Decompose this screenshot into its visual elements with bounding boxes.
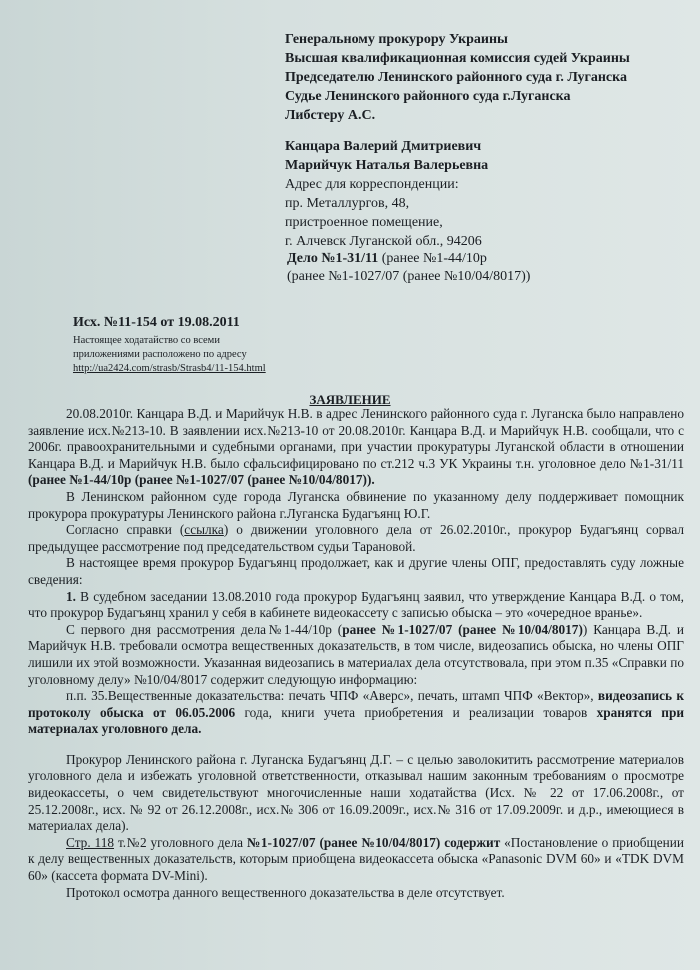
paragraph bbox=[28, 688, 684, 738]
case-previous-number: (ранее №1-44/10р bbox=[378, 251, 487, 266]
paragraph-text: ) Канцара В.Д. и Марийчук Н.В. требовали осмотра вещественных доказательств, в том числе, видеозапись обыска, но члены ОПГ лишили их этой возможности. Указанная видеозапись в материалах дела отсутствовала, при этом п.35 «Справки по уголовному делу» №10/04/8017 содержит следующую информацию: bbox=[28, 621, 684, 687]
sender-block bbox=[285, 137, 488, 251]
page-reference-link[interactable]: Стр. 118 bbox=[66, 834, 115, 850]
document-body bbox=[28, 406, 684, 901]
document-url-link[interactable]: http://ua2424.com/strasb/Strasb4/11-154.html bbox=[73, 363, 266, 374]
paragraph: Протокол осмотра данного вещественного доказательства в деле отсутствует. bbox=[66, 884, 505, 900]
case-numbers-bold: №1-1027/07 (ранее №10/04/8017) содержит bbox=[246, 834, 501, 850]
sender-address-line: г. Алчевск Луганской обл., 94206 bbox=[285, 234, 482, 249]
case-numbers-bold: ранее №1-1027/07 (ранее №10/04/8017) bbox=[342, 621, 583, 637]
paragraph bbox=[28, 406, 684, 489]
sender-name: Марийчук Наталья Валерьевна bbox=[285, 158, 489, 173]
document-title: ЗАЯВЛЕНИЕ bbox=[309, 392, 391, 407]
sender-address-line: пристроенное помещение, bbox=[285, 215, 443, 230]
paragraph bbox=[28, 835, 684, 885]
outgoing-reference bbox=[73, 315, 266, 376]
addressee-line: Высшая квалификационная комиссия судей Украины bbox=[285, 51, 630, 66]
case-previous-number: (ранее №1-1027/07 (ранее №10/04/8017)) bbox=[287, 269, 531, 284]
paragraph bbox=[28, 589, 684, 622]
evidence-bold: хранятся при материалах уголовного дела. bbox=[28, 704, 684, 737]
case-reference bbox=[287, 250, 530, 286]
paragraph-text: т.№2 уголовного дела bbox=[114, 834, 247, 850]
addressee-block bbox=[285, 30, 630, 125]
paragraph: В настоящее время прокурор Будагъянц продолжает, как и другие члены ОПГ, предоставлять суду ложные сведения: bbox=[28, 555, 684, 587]
paragraph-text: п.п. 35.Вещественные доказательства: печать ЧПФ «Аверс», печать, штамп ЧПФ «Вектор», bbox=[66, 688, 598, 704]
note-line: Настоящее ходатайство со всеми bbox=[73, 335, 220, 346]
item-number: 1. bbox=[66, 588, 76, 604]
paragraph bbox=[28, 622, 684, 688]
sender-address-line: пр. Металлургов, 48, bbox=[285, 196, 410, 211]
evidence-bold: видеозапись к протоколу обыска от 06.05.2006 bbox=[28, 688, 684, 720]
paragraph-text: «Постановление о приобщении к делу вещественных доказательств, которым приобщена видеокассета обыска «Panasonic DVM 60» и «TDK DVM 60» (кассета формата DV-Mini). bbox=[28, 834, 684, 884]
paragraph: Прокурор Ленинского района г. Луганска Будагъянц Д.Г. – с целью заволокитить рассмотрение материалов уголовного дела и избежать уголовной ответственности, отказывал нашим законным требованиям о просмотре видеокассеты, о чем свидетельствуют многочисленные наши ходатайства (Исх. № 22 от 17.06.2008г., от 25.12.2008г., исх. № 92 от 26.12.2008г., исх.№ 306 от 16.09.2009г., исх.№ 316 от 17.09.2009г. и д.р., имеющиеся в материалах дела). bbox=[28, 751, 684, 834]
paragraph-text: ) о движении уголовного дела от 26.02.2010г., прокурор Будагъянц сорвал предыдущее рассмотрение под председательством судьи Тарановой. bbox=[28, 522, 684, 554]
paragraph-text: В судебном заседании 13.08.2010 года прокурор Будагъянц заявил, что утверждение Канцара В.Д. о том, что прокурор Будагъянц хранил у себя в кабинете видеокассету с записью обыска – это «очередное вранье». bbox=[28, 588, 684, 621]
addressee-line: Генеральному прокурору Украины bbox=[285, 32, 508, 47]
sender-name: Канцара Валерий Дмитриевич bbox=[285, 139, 482, 154]
paragraph-text: Согласно справки ( bbox=[66, 522, 185, 538]
reference-link[interactable]: ссылка bbox=[184, 522, 224, 538]
addressee-line: Судье Ленинского районного суда г.Луганска bbox=[285, 89, 571, 104]
paragraph bbox=[28, 522, 684, 555]
case-numbers-bold: (ранее №1-44/10р (ранее №1-1027/07 (ранее №10/04/8017)). bbox=[28, 472, 375, 488]
addressee-line: Либстеру А.С. bbox=[285, 108, 376, 123]
paragraph-text: 20.08.2010г. Канцара В.Д. и Марийчук Н.В. в адрес Ленинского районного суда г. Луганска было направлено заявление исх.№213-10. В заявлении исх.№213-10 от 20.08.2010г. Канцара В.Д. и Марийчук Н.В. сообщали, что с 2006г. правоохранительными и судебными органами, при участии прокуратуры Луганской области в отношении Канцара В.Д. и Марийчук Н.В. было сфальсифицировано по ст.212 ч.3 УК Украины т.н. уголовное дело №1-31/11 bbox=[28, 406, 684, 471]
note-line: приложениями расположено по адресу bbox=[73, 349, 247, 360]
paragraph-text: С первого дня рассмотрения дела№1-44/10р ( bbox=[66, 621, 343, 637]
case-number: Дело №1-31/11 bbox=[287, 251, 379, 266]
paragraph-text: года, книги учета приобретения и реализации товаров bbox=[235, 704, 597, 720]
outgoing-number: Исх. №11-154 от 19.08.2011 bbox=[73, 315, 240, 330]
paragraph: В Ленинском районном суде города Луганска обвинение по указанному делу поддерживает помощник прокурора прокуратуры Ленинского района г.Луганска Будагъянц Ю.Г. bbox=[28, 488, 684, 521]
addressee-line: Председателю Ленинского районного суда г. Луганска bbox=[285, 70, 627, 85]
sender-address-line: Адрес для корреспонденции: bbox=[285, 177, 459, 192]
outgoing-note bbox=[73, 334, 266, 376]
